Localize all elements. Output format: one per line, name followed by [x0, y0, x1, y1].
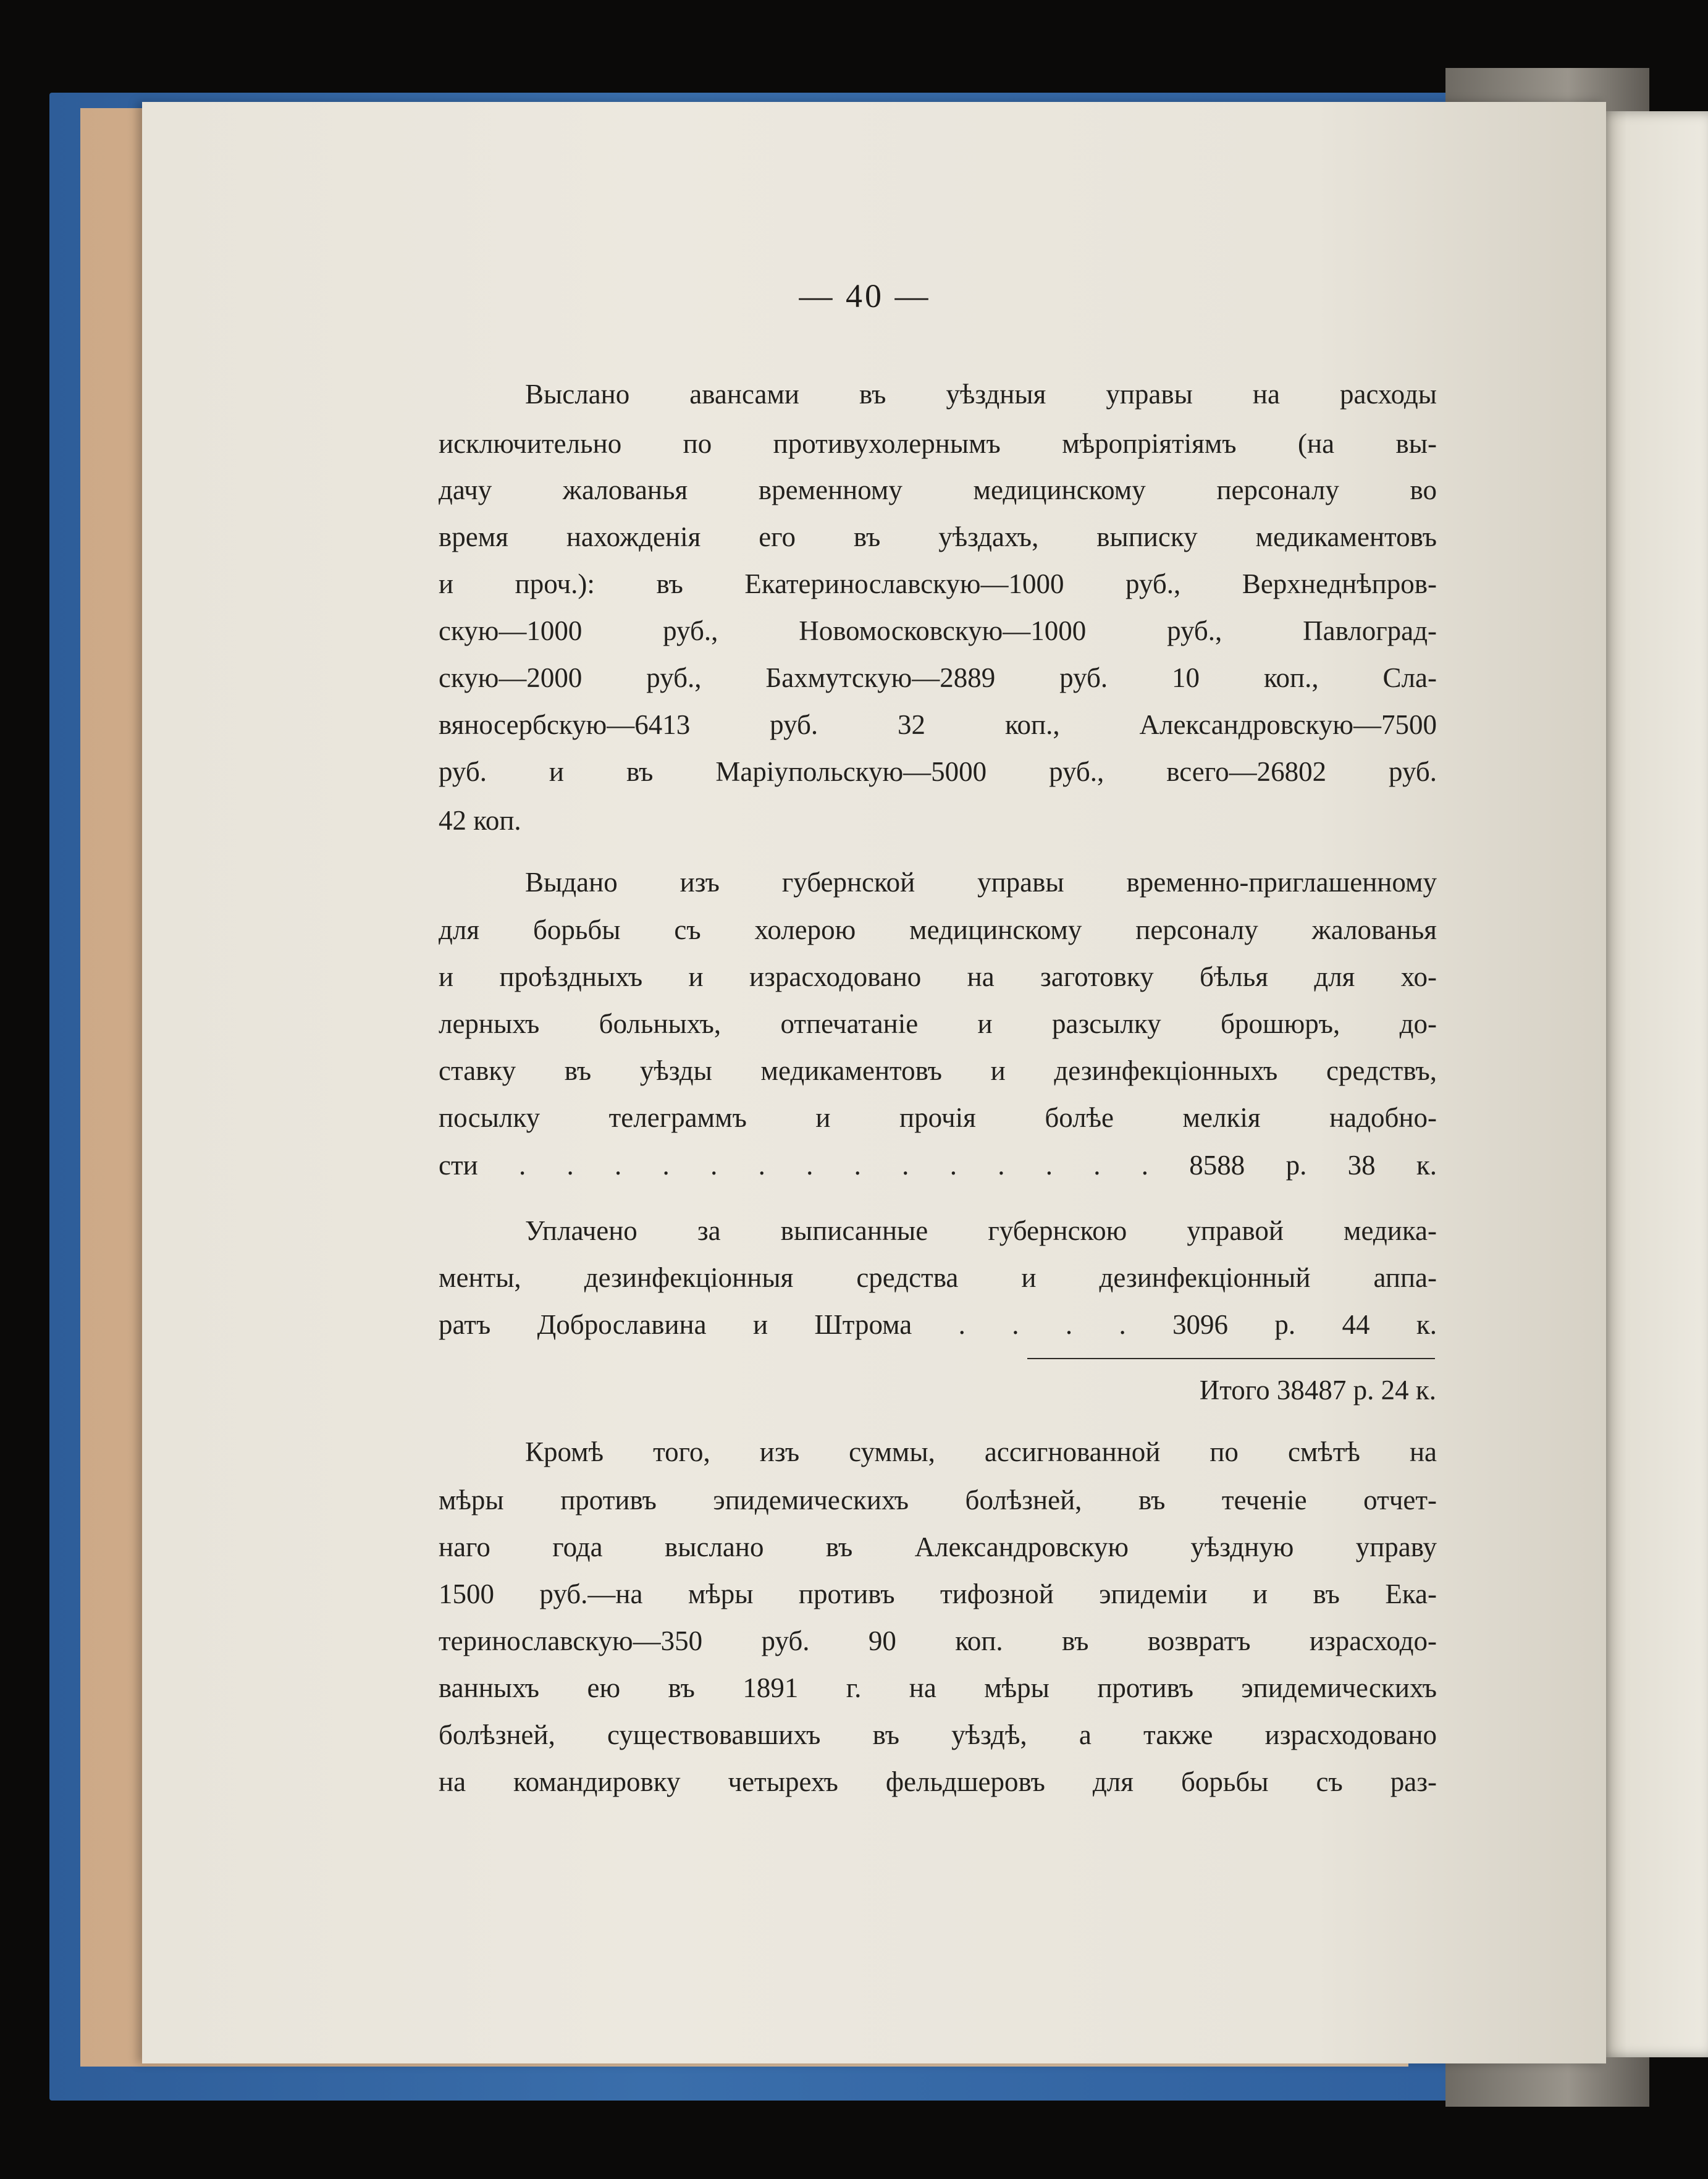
text-line: Выдано изъ губернской управы временно-приглашенному: [525, 867, 1437, 898]
text-line: наго года выслано въ Александровскую уѣздную управу: [439, 1532, 1437, 1562]
text-line: время нахожденія его въ уѣздахъ, выписку медикаментовъ: [439, 521, 1437, 552]
text-line: Выслано авансами въ уѣздныя управы на расходы: [525, 379, 1437, 410]
text-line: Кромѣ того, изъ суммы, ассигнованной по смѣтѣ на: [525, 1436, 1437, 1467]
text-line: мѣры противъ эпидемическихъ болѣзней, въ теченіе отчет-: [439, 1485, 1437, 1515]
text-line: посылку телеграммъ и прочія болѣе мелкія надобно-: [439, 1102, 1437, 1133]
text-line: ванныхъ ею въ 1891 г. на мѣры противъ эпидемическихъ: [439, 1672, 1437, 1703]
text-line: скую—1000 руб., Новомосковскую—1000 руб., Павлоград-: [439, 615, 1437, 646]
total-line: Итого 38487 р. 24 к.: [1199, 1375, 1436, 1406]
text-line: для борьбы съ холерою медицинскому персоналу жалованья: [439, 914, 1437, 945]
text-line: 42 коп.: [439, 805, 521, 836]
text-line: и проѣздныхъ и израсходовано на заготовку бѣлья для хо-: [439, 961, 1437, 992]
facing-page-edge: [1600, 111, 1708, 2057]
text-line: и проч.): въ Екатеринославскую—1000 руб., Верхнеднѣпров-: [439, 568, 1437, 599]
text-line: менты, дезинфекціонныя средства и дезинфекціонный аппа-: [439, 1262, 1437, 1293]
text-line: ратъ Доброславина и Штрома . . . . 3096 р. 44 к.: [439, 1309, 1437, 1340]
text-line: сти . . . . . . . . . . . . . . 8588 р. 38 к.: [439, 1150, 1437, 1181]
text-line: ставку въ уѣзды медикаментовъ и дезинфекціонныхъ средствъ,: [439, 1055, 1437, 1086]
text-line: теринославскую—350 руб. 90 коп. въ возвратъ израсходо-: [439, 1625, 1437, 1656]
text-line: Уплачено за выписанные губернскою управой медика-: [525, 1215, 1437, 1246]
text-line: на командировку четырехъ фельдшеровъ для борьбы съ раз-: [439, 1766, 1437, 1797]
text-line: 1500 руб.—на мѣры противъ тифозной эпидеміи и въ Ека-: [439, 1578, 1437, 1609]
total-rule: [1027, 1358, 1435, 1359]
text-line: болѣзней, существовавшихъ въ уѣздѣ, а также израсходовано: [439, 1719, 1437, 1750]
page-number: — 40 —: [799, 277, 931, 314]
text-line: дачу жалованья временному медицинскому персоналу во: [439, 474, 1437, 505]
text-line: скую—2000 руб., Бахмутскую—2889 руб. 10 коп., Сла-: [439, 662, 1437, 693]
text-line: руб. и въ Маріупольскую—5000 руб., всего—26802 руб.: [439, 756, 1437, 787]
text-line: лерныхъ больныхъ, отпечатаніе и разсылку брошюръ, до-: [439, 1008, 1437, 1039]
text-line: вяносербскую—6413 руб. 32 коп., Александровскую—7500: [439, 709, 1437, 740]
text-line: исключительно по противухолернымъ мѣропріятіямъ (на вы-: [439, 428, 1437, 459]
